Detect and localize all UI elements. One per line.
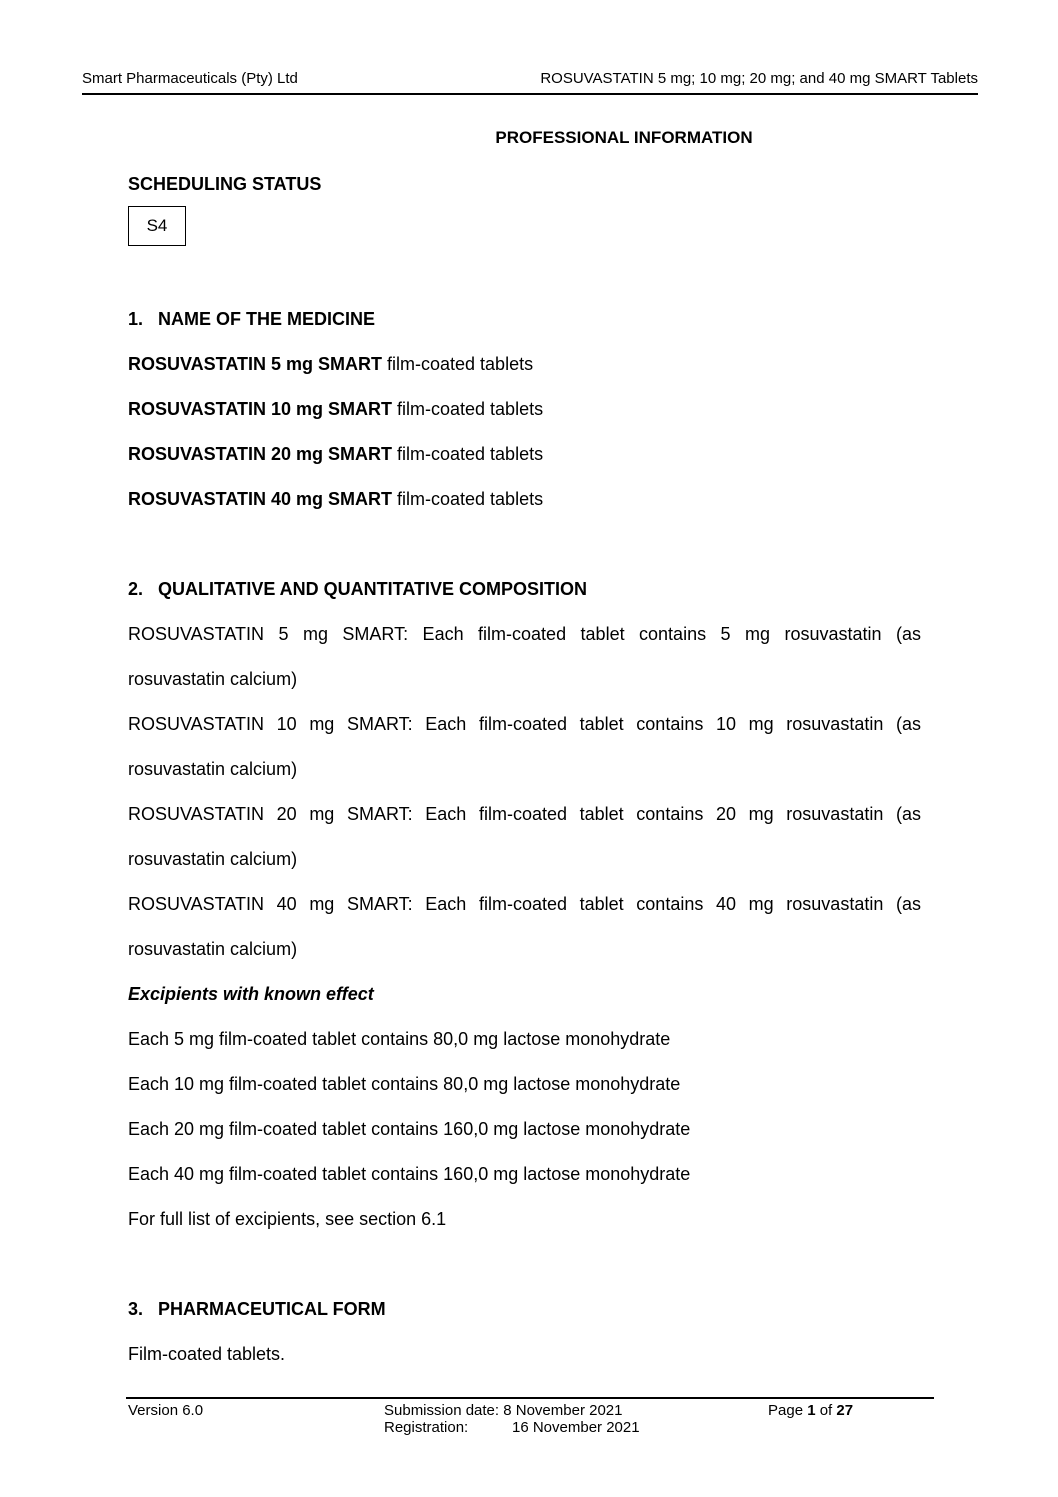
document-title: PROFESSIONAL INFORMATION <box>495 128 753 147</box>
composition-line: ROSUVASTATIN 20 mg SMART: Each film-coated tablet contains 20 mg rosuvastatin (as <box>128 804 921 824</box>
footer-dates <box>384 1402 640 1436</box>
header-product: ROSUVASTATIN 5 mg; 10 mg; 20 mg; and 40 mg SMART Tablets <box>540 70 978 87</box>
header-company: Smart Pharmaceuticals (Pty) Ltd <box>82 70 298 87</box>
page-current: 1 <box>807 1402 816 1419</box>
medicine-name-bold: ROSUVASTATIN 40 mg SMART <box>128 489 393 509</box>
composition-line: ROSUVASTATIN 10 mg SMART: Each film-coated tablet contains 10 mg rosuvastatin (as <box>128 714 921 734</box>
registration-date: 16 November 2021 <box>512 1419 640 1436</box>
excipients-heading-text: Excipients with known effect <box>128 984 374 1004</box>
section-3-heading: 3. PHARMACEUTICAL FORM <box>128 1299 386 1319</box>
submission-date: 8 November 2021 <box>503 1402 623 1419</box>
excipient-item: Each 10 mg film-coated tablet contains 80,0 mg lactose monohydrate <box>128 1074 681 1094</box>
medicine-name-rest: film-coated tablets <box>392 399 544 419</box>
medicine-name-item <box>128 399 921 420</box>
excipient-item: Each 5 mg film-coated tablet contains 80,0 mg lactose monohydrate <box>128 1029 671 1049</box>
scheduling-status-box <box>128 206 186 246</box>
composition-line-cont: rosuvastatin calcium) <box>128 939 298 959</box>
page-header <box>82 70 978 87</box>
pharmaceutical-form-text: Film-coated tablets. <box>128 1344 286 1364</box>
medicine-name-item <box>128 444 921 465</box>
composition-line-cont: rosuvastatin calcium) <box>128 849 298 869</box>
composition-line: ROSUVASTATIN 5 mg SMART: Each film-coated tablet contains 5 mg rosuvastatin (as <box>128 624 921 644</box>
composition-line-cont: rosuvastatin calcium) <box>128 759 298 779</box>
footer-version: Version 6.0 <box>128 1402 204 1419</box>
section-1-heading: 1. NAME OF THE MEDICINE <box>128 309 376 329</box>
composition-line: ROSUVASTATIN 40 mg SMART: Each film-coated tablet contains 40 mg rosuvastatin (as <box>128 894 921 914</box>
medicine-name-item <box>128 354 921 375</box>
header-rule <box>82 93 978 95</box>
submission-label: Submission date: <box>384 1402 500 1419</box>
medicine-name-bold: ROSUVASTATIN 5 mg SMART <box>128 354 383 374</box>
medicine-name-rest: film-coated tablets <box>382 354 534 374</box>
page-total: 27 <box>836 1402 854 1419</box>
page-of: of <box>815 1402 837 1419</box>
excipients-heading <box>128 984 921 1005</box>
footer-rule <box>126 1397 934 1399</box>
scheduling-status: S4 <box>146 216 168 235</box>
page-prefix: Page <box>768 1402 808 1419</box>
excipient-item: Each 20 mg film-coated tablet contains 160,0 mg lactose monohydrate <box>128 1119 691 1139</box>
excipients-reference: For full list of excipients, see section 6.1 <box>128 1209 447 1229</box>
medicine-name-bold: ROSUVASTATIN 10 mg SMART <box>128 399 393 419</box>
medicine-name-rest: film-coated tablets <box>392 444 544 464</box>
section-2-heading: 2. QUALITATIVE AND QUANTITATIVE COMPOSITION <box>128 579 587 599</box>
medicine-name-item <box>128 489 921 510</box>
medicine-name-bold: ROSUVASTATIN 20 mg SMART <box>128 444 393 464</box>
composition-line-cont: rosuvastatin calcium) <box>128 669 298 689</box>
excipient-item: Each 40 mg film-coated tablet contains 160,0 mg lactose monohydrate <box>128 1164 691 1184</box>
scheduling-heading: SCHEDULING STATUS <box>128 174 322 194</box>
medicine-name-rest: film-coated tablets <box>392 489 544 509</box>
registration-label: Registration: <box>384 1419 469 1436</box>
footer-page-number <box>768 1402 853 1419</box>
